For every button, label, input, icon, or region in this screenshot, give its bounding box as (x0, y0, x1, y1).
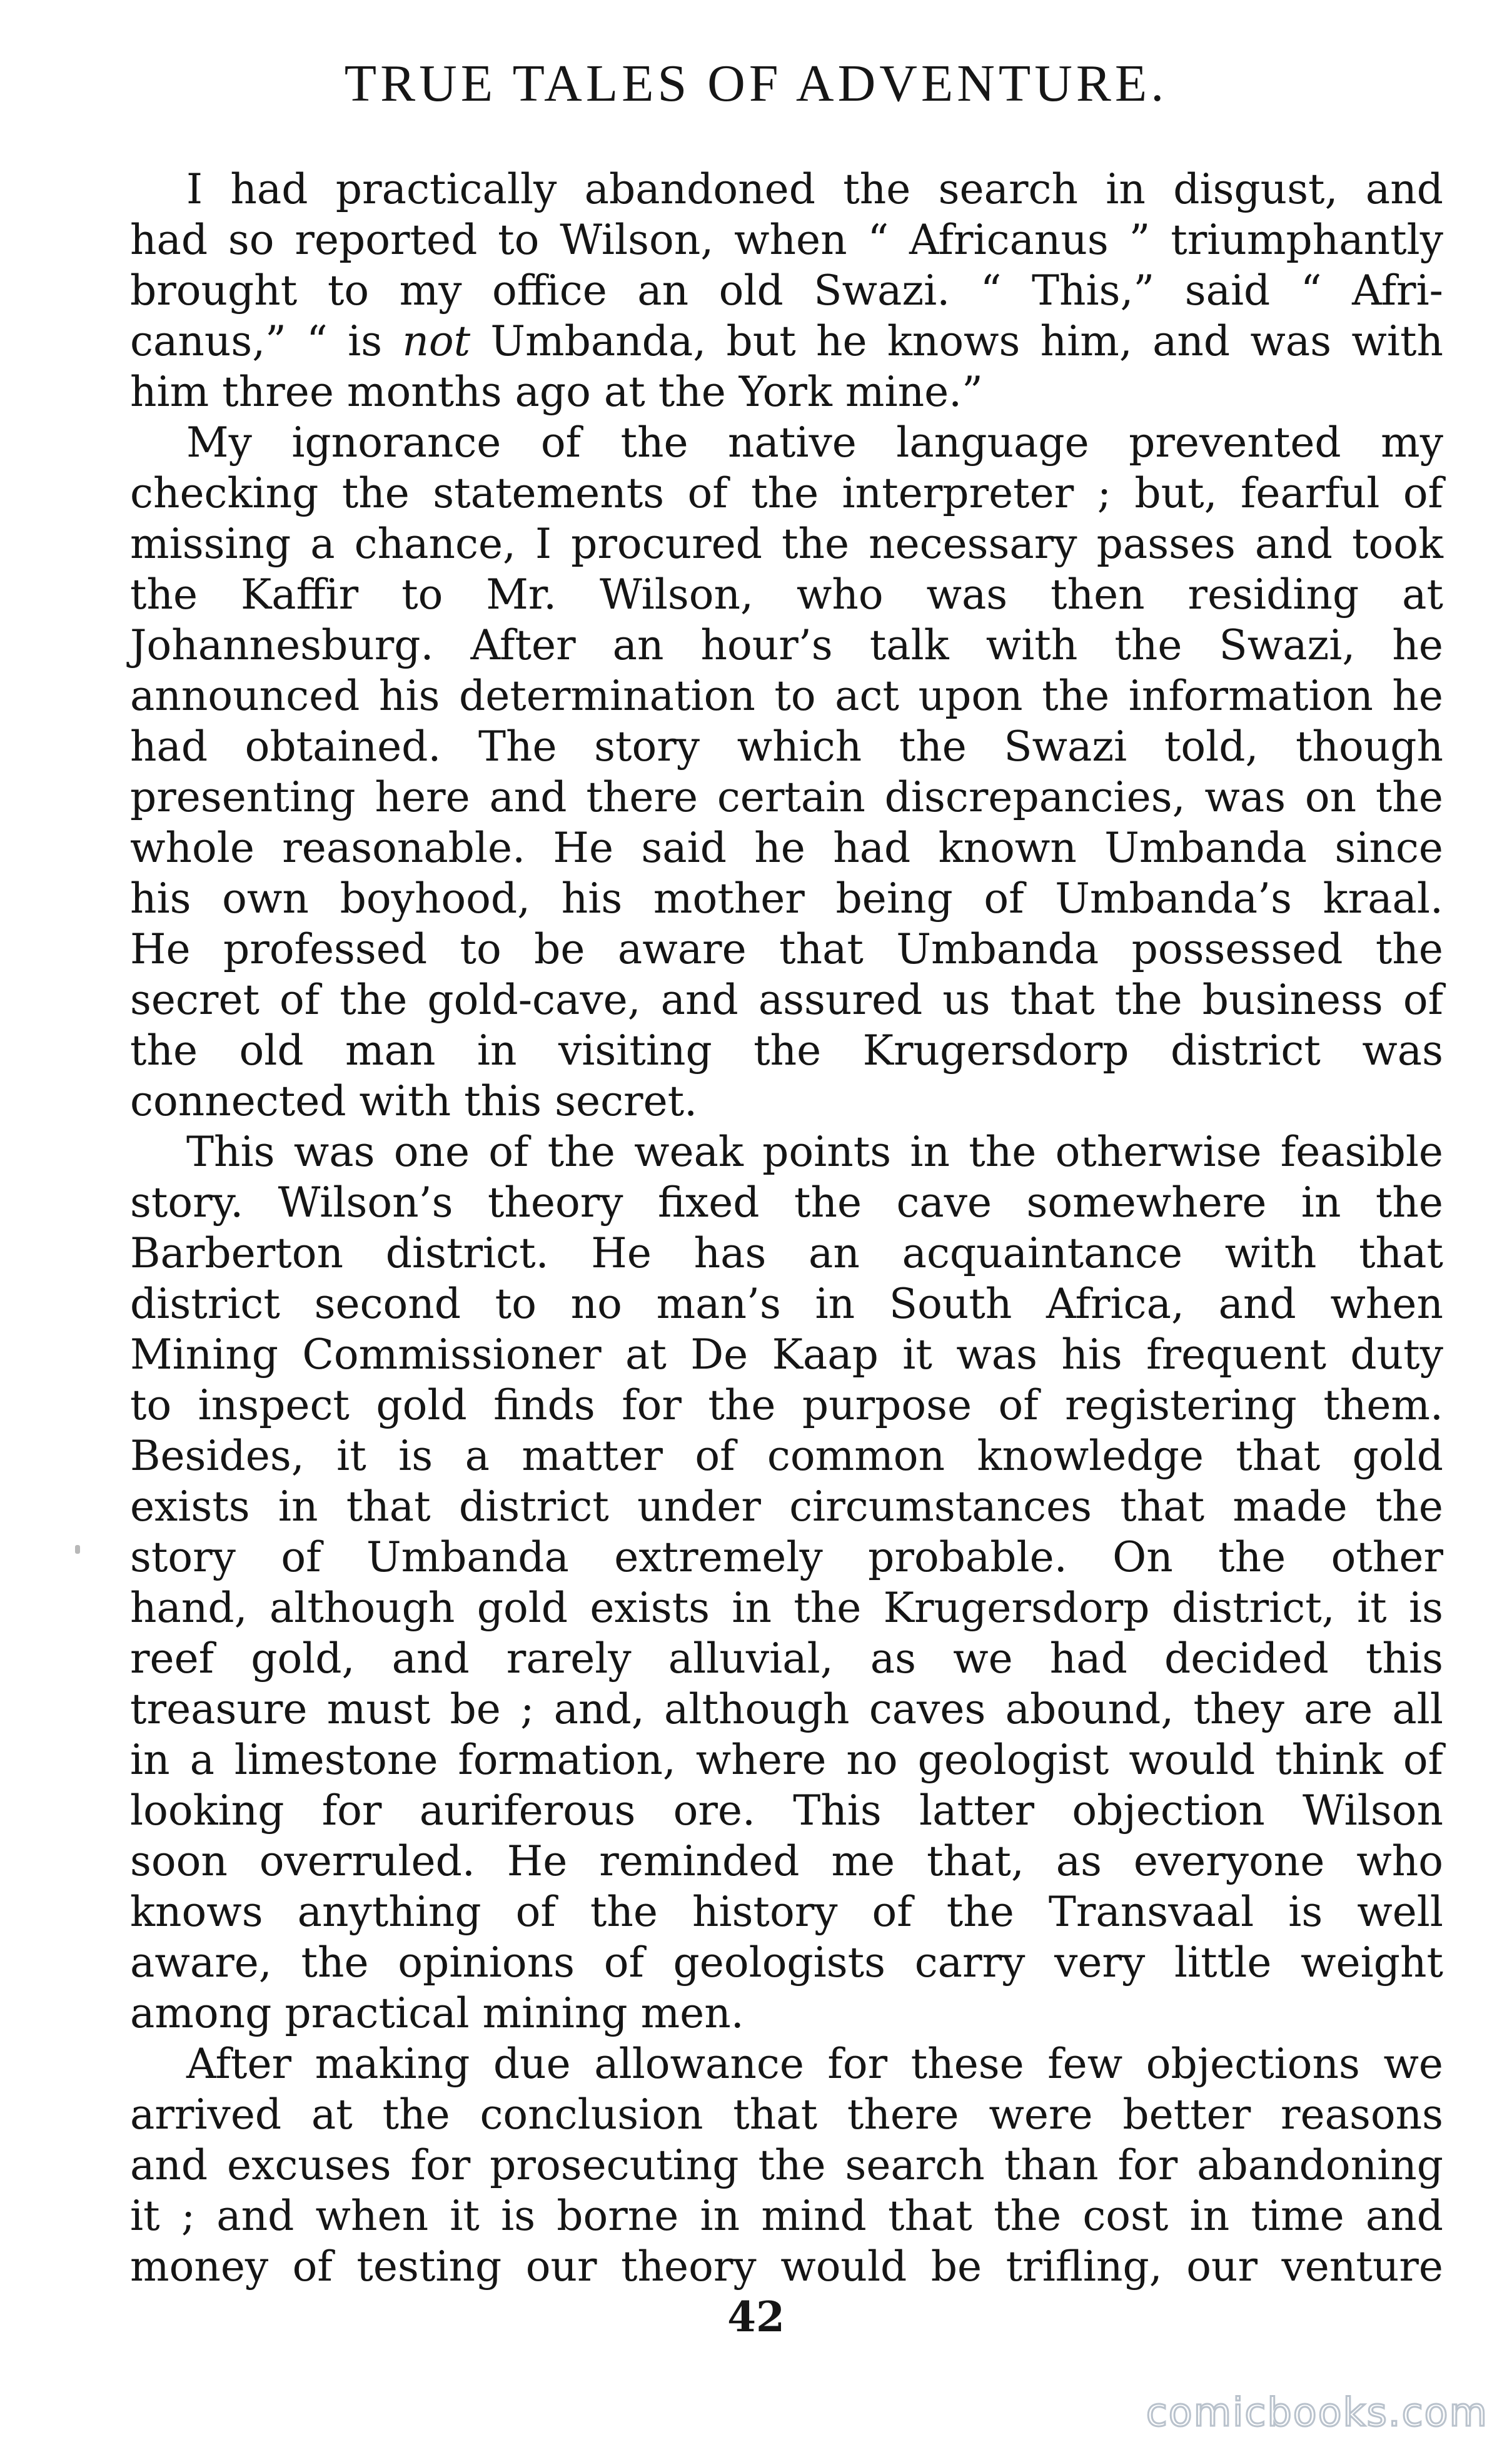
text-line: announced his determination to act upon the information he (130, 672, 1443, 720)
running-header: TRUE TALES OF ADVENTURE. (344, 54, 1168, 113)
text-line: brought to my office an old Swazi. “ This,” said “ Afri- (130, 266, 1443, 315)
text-line: This was one of the weak points in the otherwise feasible (186, 1128, 1443, 1176)
text-line: aware, the opinions of geologists carry very little weight (130, 1938, 1443, 1987)
text-line: He professed to be aware that Umbanda possessed the (130, 925, 1443, 973)
text-line: secret of the gold-cave, and assured us that the business of (130, 976, 1443, 1024)
text-line: money of testing our theory would be trifling, our venture (130, 2242, 1443, 2291)
text-line: his own boyhood, his mother being of Umbanda’s kraal. (130, 874, 1443, 923)
text-line: hand, although gold exists in the Krugersdorp district, it is (130, 1584, 1443, 1632)
text-line: whole reasonable. He said he had known Umbanda since (130, 824, 1443, 872)
text-line: arrived at the conclusion that there were better reasons (130, 2090, 1443, 2139)
text-line: it ; and when it is borne in mind that the cost in time and (130, 2192, 1443, 2240)
text-line: Mining Commissioner at De Kaap it was his frequent duty (130, 1330, 1443, 1379)
text-line: knows anything of the history of the Transvaal is well (130, 1888, 1443, 1936)
text-line: to inspect gold finds for the purpose of registering them. (130, 1381, 1443, 1429)
watermark: comicbooks.com (1146, 2389, 1488, 2435)
text-line: the old man in visiting the Krugersdorp district was (130, 1026, 1443, 1075)
text-line: checking the statements of the interpreter ; but, fearful of (130, 469, 1443, 517)
text-line: looking for auriferous ore. This latter objection Wilson (130, 1786, 1443, 1835)
text-line: district second to no man’s in South Africa, and when (130, 1280, 1443, 1328)
text-line: story of Umbanda extremely probable. On the other (130, 1533, 1443, 1581)
margin-speck (75, 1545, 80, 1554)
text-line: canus,” “ is not Umbanda, but he knows him, and was with (130, 317, 1443, 365)
page-number: 42 (727, 2293, 785, 2341)
emphasis-not: not (402, 317, 471, 365)
text-line: I had practically abandoned the search in disgust, and (186, 165, 1443, 213)
text-line: Johannesburg. After an hour’s talk with the Swazi, he (130, 621, 1443, 669)
text-line: missing a chance, I procured the necessary passes and took (130, 520, 1443, 568)
text-line: exists in that district under circumstances that made the (130, 1482, 1443, 1531)
text-line: My ignorance of the native language prevented my (186, 418, 1443, 467)
text-line: among practical mining men. (130, 1989, 744, 2037)
text-line: reef gold, and rarely alluvial, as we had decided this (130, 1634, 1443, 1683)
text-line: presenting here and there certain discrepancies, was on the (130, 773, 1443, 821)
text-line: treasure must be ; and, although caves abound, they are all (130, 1685, 1443, 1733)
text-line: connected with this secret. (130, 1077, 698, 1125)
text-line: had obtained. The story which the Swazi told, though (130, 722, 1443, 771)
text-line: in a limestone formation, where no geologist would think of (130, 1736, 1443, 1784)
text-line: Besides, it is a matter of common knowledge that gold (130, 1432, 1443, 1480)
paragraph-3 (130, 1127, 1443, 2039)
paragraph-4 (130, 2039, 1443, 2292)
paragraph-1 (130, 164, 1443, 417)
text-line: him three months ago at the York mine.” (130, 368, 983, 416)
body-text (130, 164, 1443, 2292)
text-line: had so reported to Wilson, when “ Africanus ” triumphantly (130, 216, 1443, 264)
text-line: story. Wilson’s theory fixed the cave somewhere in the (130, 1178, 1443, 1227)
paragraph-2 (130, 417, 1443, 1127)
text-line: the Kaffir to Mr. Wilson, who was then residing at (130, 570, 1443, 619)
text-line: After making due allowance for these few objections we (186, 2040, 1443, 2088)
text-line: Barberton district. He has an acquaintance with that (130, 1229, 1443, 1277)
text-line: and excuses for prosecuting the search than for abandoning (130, 2141, 1443, 2189)
text-line: soon overruled. He reminded me that, as everyone who (130, 1837, 1443, 1885)
